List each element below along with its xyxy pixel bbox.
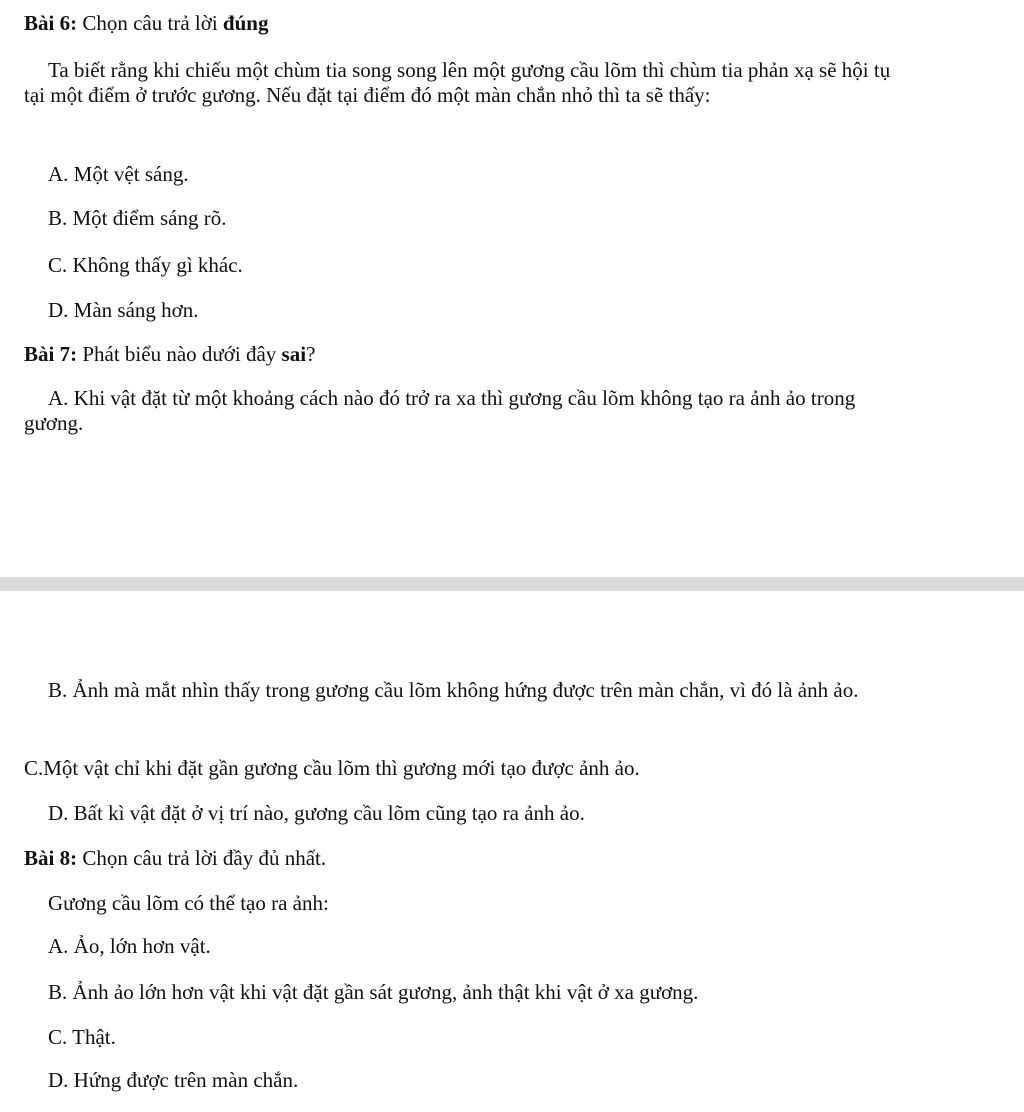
question-6-option-b: B. Một điểm sáng rõ. [48, 206, 227, 230]
question-7-label: Bài 7: [24, 342, 78, 366]
question-7-option-c: C.Một vật chỉ khi đặt gần gương cầu lõm thì gương mới tạo được ảnh ảo. [24, 756, 640, 780]
question-6-option-d: D. Màn sáng hơn. [48, 298, 199, 322]
question-8-heading [24, 845, 326, 871]
question-6-option-a: A. Một vệt sáng. [48, 162, 189, 186]
question-8-option-c: C. Thật. [48, 1025, 116, 1049]
document-page-bottom [0, 591, 1024, 1112]
question-7-option-b: B. Ảnh mà mắt nhìn thấy trong gương cầu lõm không hứng được trên màn chắn, vì đó là ảnh ảo. [48, 678, 859, 702]
question-8-option-b: B. Ảnh ảo lớn hơn vật khi vật đặt gần sát gương, ảnh thật khi vật ở xa gương. [48, 980, 699, 1004]
question-7-option-a: A. Khi vật đặt từ một khoảng cách nào đó trở ra xa thì gương cầu lõm không tạo ra ảnh ảo trong gương. [24, 386, 856, 435]
question-6-heading [24, 10, 268, 36]
question-6-prompt-emphasis: đúng [222, 11, 269, 35]
question-6-option-c: C. Không thấy gì khác. [48, 253, 243, 277]
question-6-label: Bài 6: [24, 11, 78, 35]
question-8-stem: Gương cầu lõm có thể tạo ra ảnh: [48, 891, 329, 915]
page-separator [0, 577, 1024, 591]
question-7-option-d: D. Bất kì vật đặt ở vị trí nào, gương cầu lõm cũng tạo ra ảnh ảo. [48, 801, 585, 825]
question-6-stem: Ta biết rằng khi chiếu một chùm tia song song lên một gương cầu lõm thì chùm tia phản xạ sẽ hội tụ tại một điểm ở trước gương. Nếu đặt tại điểm đó một màn chắn nhỏ thì ta sẽ thấy: [24, 58, 891, 107]
question-7-prompt: Phát biểu nào dưới đây [77, 342, 282, 366]
question-8-label: Bài 8: [24, 846, 78, 870]
question-8-option-d: D. Hứng được trên màn chắn. [48, 1068, 299, 1092]
question-7-heading [24, 341, 315, 367]
question-8-prompt: Chọn câu trả lời đầy đủ nhất. [77, 846, 327, 870]
question-7-prompt-emphasis: sai [281, 342, 307, 366]
question-7-prompt-end: ? [306, 342, 316, 366]
question-6-prompt: Chọn câu trả lời [77, 11, 223, 35]
question-8-option-a: A. Ảo, lớn hơn vật. [48, 934, 211, 958]
